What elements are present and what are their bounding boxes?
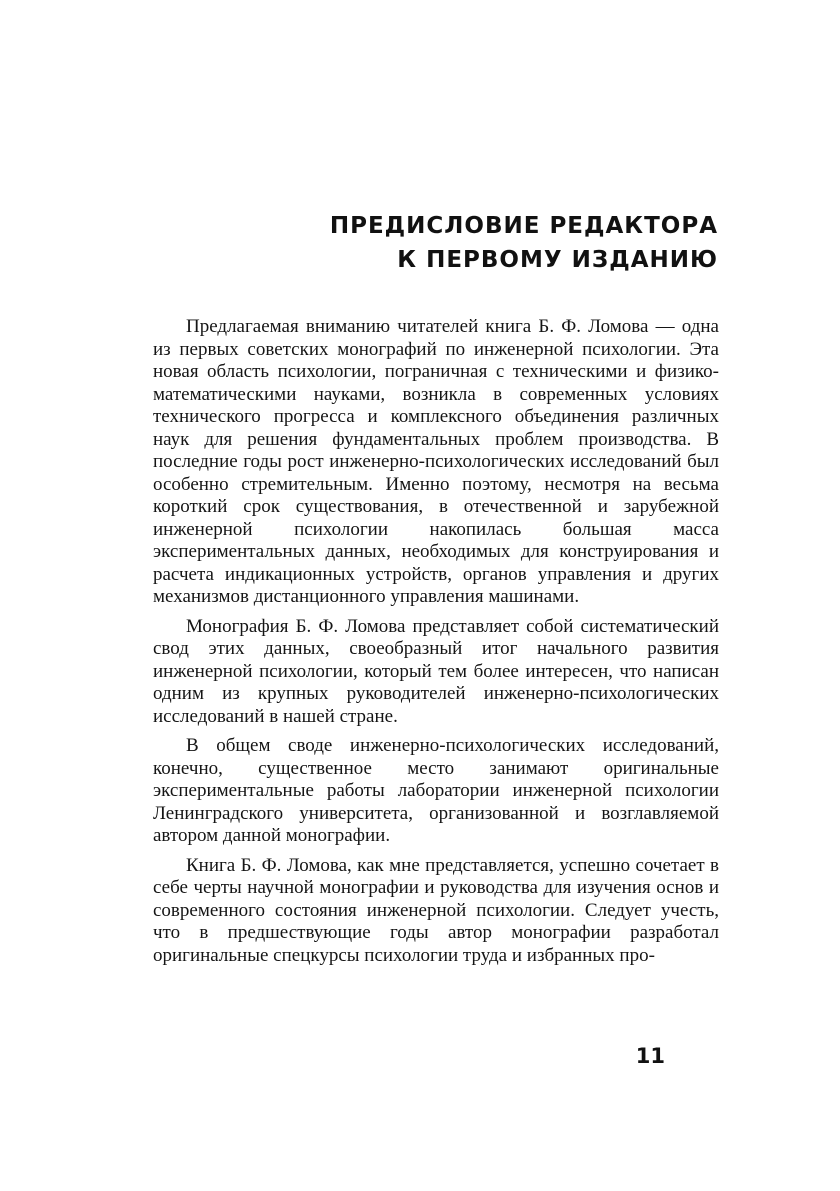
page-number: 11 xyxy=(635,1044,665,1068)
body-text xyxy=(153,316,719,974)
chapter-heading-line-1: ПРЕДИСЛОВИЕ РЕДАКТОРА xyxy=(329,213,718,239)
paragraph-3: В общем своде инженерно-психологических исследований, конечно, существенное место занимают оригинальные экспериментальные работы лаборатории инженерной психологии Ленинградского университета, организованной и возглавляемой автором данной монографии. xyxy=(153,735,719,846)
chapter-heading xyxy=(330,209,718,277)
paragraph-1: Предлагаемая вниманию читателей книга Б. Ф. Ломова — одна из первых советских монографий по инженерной психологии. Эта новая область психологии, пограничная с техническими и физико-математическими науками, возникла в современных условиях технического прогресса и комплексного объединения различных наук для решения фундаментальных проблем производства. В последние годы рост инженерно-психологических исследований был особенно стремительным. Именно поэтому, несмотря на весьма короткий срок существования, в отечественной и зарубежной инженерной психологии накопилась большая масса экспериментальных данных, необходимых для конструирования и расчета индикационных устройств, органов управления и других механизмов дистанционного управления машинами. xyxy=(153,316,719,607)
paragraph-4: Книга Б. Ф. Ломова, как мне представляется, успешно сочетает в себе черты научной монографии и руководства для изучения основ и современного состояния инженерной психологии. Следует учесть, что в предшествующие годы автор монографии разработал оригинальные спецкурсы психологии труда и избранных про- xyxy=(153,854,719,966)
paragraph-2: Монография Б. Ф. Ломова представляет собой систематический свод этих данных, своеобразный итог начального развития инженерной психологии, который тем более интересен, что написан одним из крупных руководителей инженерно-психологических исследований в нашей стране. xyxy=(153,615,719,727)
chapter-heading-line-2: К ПЕРВОМУ ИЗДАНИЮ xyxy=(397,247,718,273)
